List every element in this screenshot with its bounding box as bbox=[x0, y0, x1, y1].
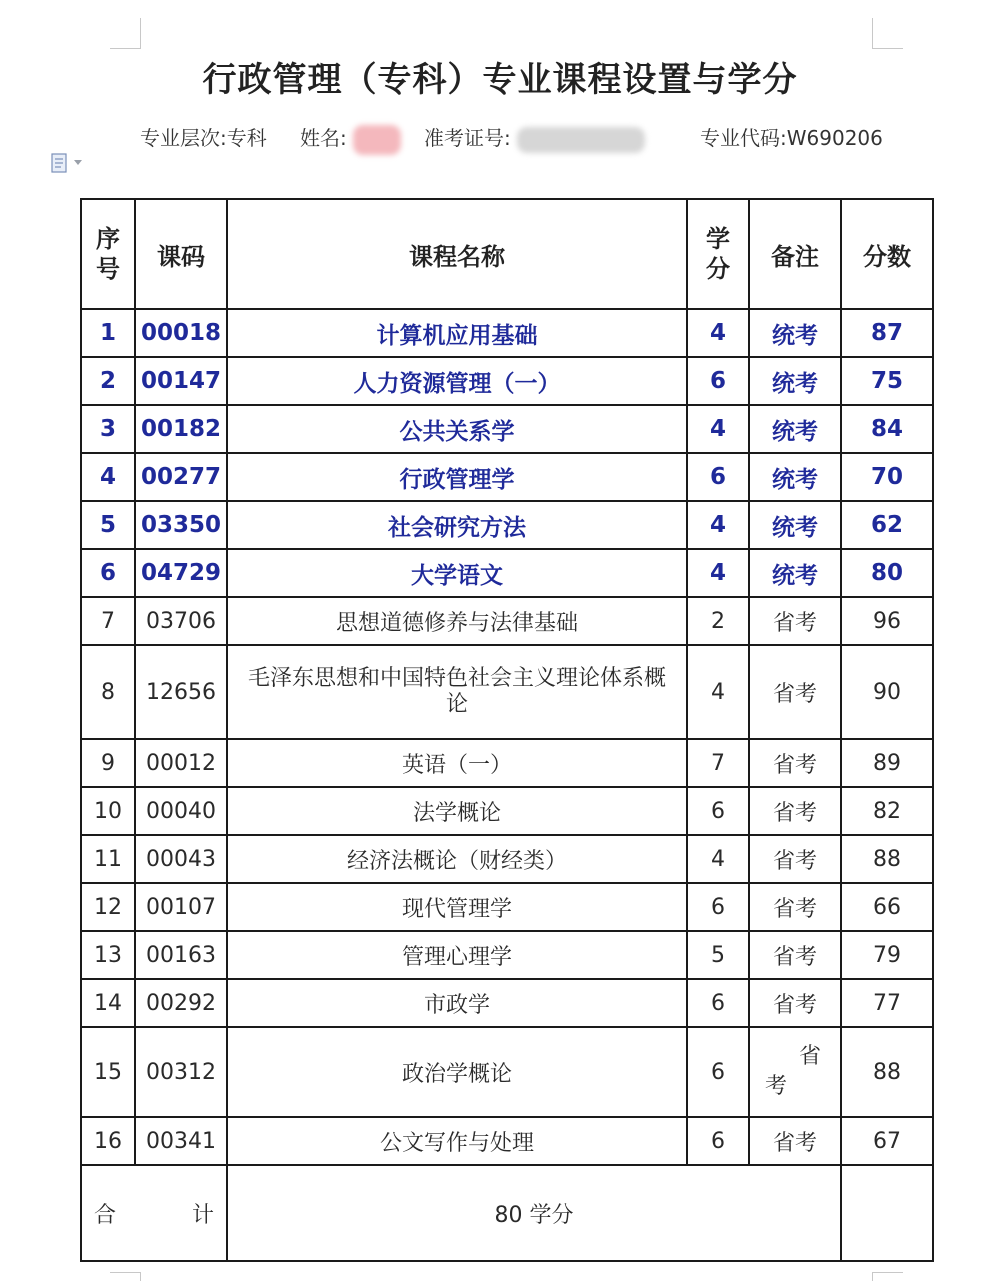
header-score: 分数 bbox=[841, 199, 933, 309]
table-row: 13 00163 管理心理学 5 省考 79 bbox=[81, 931, 933, 979]
table-row: 16 00341 公文写作与处理 6 省考 67 bbox=[81, 1117, 933, 1165]
table-row: 15 00312 政治学概论 6 省 考 88 bbox=[81, 1027, 933, 1117]
table-row: 12 00107 现代管理学 6 省考 66 bbox=[81, 883, 933, 931]
total-empty bbox=[841, 1165, 933, 1261]
table-row: 2 00147 人力资源管理（一） 6 统考 75 bbox=[81, 357, 933, 405]
page-corner-mark bbox=[110, 18, 141, 49]
course-table bbox=[80, 198, 934, 1262]
note-cell-split: 省 考 bbox=[749, 1027, 841, 1117]
table-row: 5 03350 社会研究方法 4 统考 62 bbox=[81, 501, 933, 549]
total-label: 合 计 bbox=[81, 1165, 227, 1261]
exam-id: 准考证号: bbox=[424, 122, 645, 153]
major-level: 专业层次:专科 bbox=[140, 126, 267, 150]
chevron-down-icon bbox=[74, 160, 82, 166]
student-name: 姓名: bbox=[300, 122, 401, 155]
header-code: 课码 bbox=[135, 199, 227, 309]
major-code: 专业代码:W690206 bbox=[700, 126, 883, 150]
document-title: 行政管理（专科）专业课程设置与学分 bbox=[202, 60, 798, 100]
table-row: 6 04729 大学语文 4 统考 80 bbox=[81, 549, 933, 597]
table-row: 10 00040 法学概论 6 省考 82 bbox=[81, 787, 933, 835]
header-name: 课程名称 bbox=[227, 199, 687, 309]
table-row: 14 00292 市政学 6 省考 77 bbox=[81, 979, 933, 1027]
table-row: 4 00277 行政管理学 6 统考 70 bbox=[81, 453, 933, 501]
paste-options-icon[interactable] bbox=[50, 152, 90, 174]
table-row: 8 12656 毛泽东思想和中国特色社会主义理论体系概论 4 省考 90 bbox=[81, 645, 933, 739]
total-row bbox=[81, 1165, 933, 1261]
table-row: 7 03706 思想道德修养与法律基础 2 省考 96 bbox=[81, 597, 933, 645]
table-header-row bbox=[81, 199, 933, 309]
header-credit: 学 分 bbox=[687, 199, 749, 309]
total-value: 80 学分 bbox=[227, 1165, 841, 1261]
table-row: 11 00043 经济法概论（财经类） 4 省考 88 bbox=[81, 835, 933, 883]
header-note: 备注 bbox=[749, 199, 841, 309]
redacted-exam-id bbox=[517, 127, 645, 153]
redacted-name bbox=[353, 125, 401, 155]
table-row: 9 00012 英语（一） 7 省考 89 bbox=[81, 739, 933, 787]
table-row: 1 00018 计算机应用基础 4 统考 87 bbox=[81, 309, 933, 357]
header-seq: 序 号 bbox=[81, 199, 135, 309]
page-corner-mark bbox=[872, 18, 903, 49]
table-row: 3 00182 公共关系学 4 统考 84 bbox=[81, 405, 933, 453]
